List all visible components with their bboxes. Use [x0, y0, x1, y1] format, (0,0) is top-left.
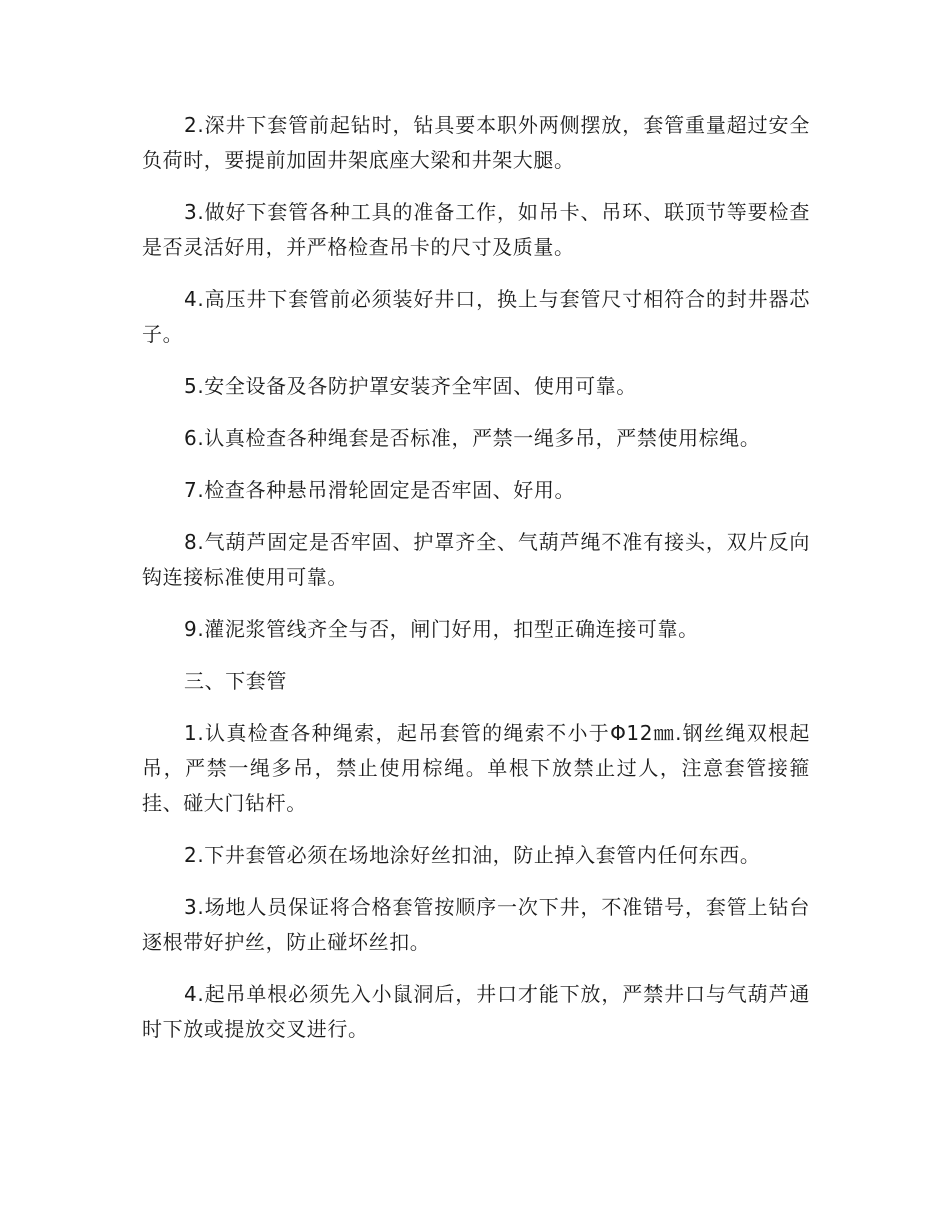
paragraph-item-4: 4.高压井下套管前必须装好井口，换上与套管尺寸相符合的封井器芯子。: [142, 287, 810, 346]
paragraph-item-6: 6.认真检查各种绳套是否标准，严禁一绳多吊，严禁使用棕绳。: [184, 426, 761, 450]
section-heading-3: 三、下套管: [184, 669, 287, 693]
paragraph-item-9: 9.灌泥浆管线齐全与否，闸门好用，扣型正确连接可靠。: [184, 617, 699, 641]
section3-item-2: 2.下井套管必须在场地涂好丝扣油，防止掉入套管内任何东西。: [184, 843, 761, 867]
document-body: [142, 108, 810, 1064]
section3-item-3: 3.场地人员保证将合格套管按顺序一次下井，不准错号，套管上钻台逐根带好护丝，防止碰坏丝扣。: [142, 895, 810, 954]
section3-item-4: 4.起吊单根必须先入小鼠洞后，井口才能下放，严禁井口与气葫芦通时下放或提放交叉进行。: [142, 982, 810, 1041]
section3-item-1: 1.认真检查各种绳索，起吊套管的绳索不小于Φ12㎜.钢丝绳双根起吊，严禁一绳多吊，禁止使用棕绳。单根下放禁止过人，注意套管接箍挂、碰大门钻杆。: [142, 721, 810, 815]
paragraph-item-5: 5.安全设备及各防护罩安装齐全牢固、使用可靠。: [184, 374, 637, 398]
paragraph-item-3: 3.做好下套管各种工具的准备工作，如吊卡、吊环、联顶节等要检查是否灵活好用，并严格检查吊卡的尺寸及质量。: [142, 200, 810, 259]
paragraph-item-7: 7.检查各种悬吊滑轮固定是否牢固、好用。: [184, 478, 576, 502]
paragraph-item-2: 2.深井下套管前起钻时，钻具要本职外两侧摆放，套管重量超过安全负荷时，要提前加固井架底座大梁和井架大腿。: [142, 113, 810, 172]
paragraph-item-8: 8.气葫芦固定是否牢固、护罩齐全、气葫芦绳不准有接头，双片反向钩连接标准使用可靠。: [142, 530, 810, 589]
